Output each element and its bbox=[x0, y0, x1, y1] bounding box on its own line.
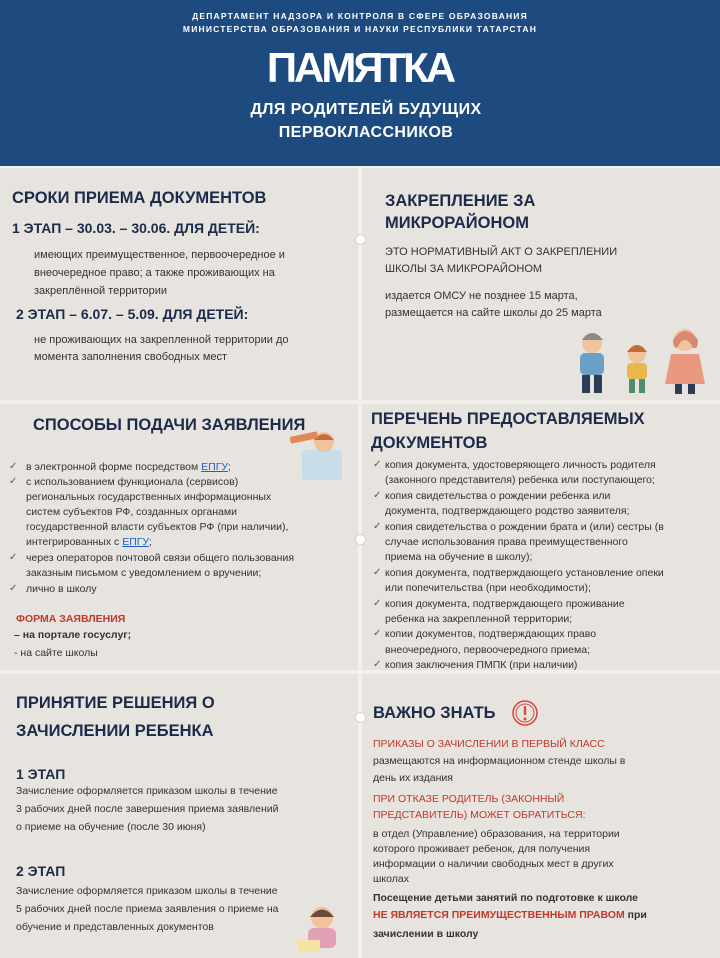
documents-heading-line-1: ПЕРЕЧЕНЬ ПРЕДОСТАВЛЯЕМЫХ bbox=[371, 410, 645, 428]
important-heading: ВАЖНО ЗНАТЬ bbox=[373, 704, 496, 722]
terms-stage1-line: внеочередное право; а также проживающих на bbox=[34, 267, 275, 279]
divider-dot bbox=[355, 534, 366, 545]
check-icon: ✓ bbox=[373, 459, 382, 470]
refusal-text-line: школах bbox=[373, 873, 409, 885]
check-icon: ✓ bbox=[9, 552, 18, 563]
document-item-line: копия свидетельства о рождении ребенка или bbox=[385, 489, 611, 502]
form-line-site: - на сайте школы bbox=[14, 647, 98, 659]
child-telescope-illustration bbox=[288, 426, 350, 484]
document-item-line: (законного представителя) ребенка или поступающего; bbox=[385, 474, 655, 487]
document-item-line: копия документа, подтверждающего установление опеки bbox=[385, 566, 664, 579]
header-banner bbox=[0, 0, 720, 166]
submission-item-3: заказным письмом с уведомлением о вручении; bbox=[26, 567, 262, 579]
decision-heading-line-1: ПРИНЯТИЕ РЕШЕНИЯ О bbox=[16, 694, 215, 712]
epgu-link[interactable]: ЕПГУ bbox=[122, 536, 149, 548]
panel-documents bbox=[362, 404, 720, 670]
document-item-line: или попечительства (при необходимости); bbox=[385, 582, 591, 595]
district-heading-line-2: МИКРОРАЙОНОМ bbox=[385, 214, 529, 232]
decision-stage1-title: 1 ЭТАП bbox=[16, 766, 66, 782]
check-icon: ✓ bbox=[9, 583, 18, 594]
child-reading-illustration bbox=[292, 902, 350, 954]
check-icon: ✓ bbox=[373, 597, 382, 609]
decision-stage1-line: Зачисление оформляется приказом школы в течение bbox=[16, 785, 278, 797]
divider-dot bbox=[355, 712, 366, 723]
refusal-text-line: в отдел (Управление) образования, на территории bbox=[373, 828, 620, 840]
decision-stage1-line: 3 рабочих дней после завершения приема заявлений bbox=[16, 803, 279, 815]
district-issue-line: размещается на сайте школы до 25 марта bbox=[385, 307, 602, 319]
decision-stage2-title: 2 ЭТАП bbox=[16, 863, 66, 879]
subtitle-line-2: ПЕРВОКЛАССНИКОВ bbox=[278, 124, 454, 141]
submission-item-2: государственной власти субъектов РФ (при наличии), bbox=[26, 521, 289, 533]
document-item-line: копии документов, подтверждающих право bbox=[385, 628, 597, 641]
decision-stage2-line: обучение и представленных документов bbox=[16, 921, 214, 933]
decision-stage2-line: Зачисление оформляется приказом школы в течение bbox=[16, 885, 278, 897]
prep-line-3: зачислении в школу bbox=[373, 928, 479, 940]
terms-heading: СРОКИ ПРИЕМА ДОКУМЕНТОВ bbox=[12, 189, 267, 207]
document-item-line: приема на обучение в школу); bbox=[385, 551, 533, 564]
decision-stage2-line: 5 рабочих дней после приема заявления о приеме на bbox=[16, 903, 279, 915]
document-item-line: копия свидетельства о рождении брата и (или) сестры (в bbox=[385, 520, 664, 533]
check-icon: ✓ bbox=[373, 659, 382, 671]
orders-title: ПРИКАЗЫ О ЗАЧИСЛЕНИИ В ПЕРВЫЙ КЛАСС bbox=[373, 738, 605, 750]
district-act-line: ШКОЛЫ ЗА МИКРОРАЙОНОМ bbox=[385, 263, 543, 275]
check-icon: ✓ bbox=[9, 476, 18, 487]
district-issue-line: издается ОМСУ не позднее 15 марта, bbox=[385, 290, 578, 302]
prep-line-2: НЕ ЯВЛЯЕТСЯ ПРЕИМУЩЕСТВЕННЫМ ПРАВОМ при bbox=[373, 909, 647, 921]
warning-icon bbox=[510, 698, 540, 728]
check-icon: ✓ bbox=[373, 566, 382, 578]
district-act-line: ЭТО НОРМАТИВНЫЙ АКТ О ЗАКРЕПЛЕНИИ bbox=[385, 246, 618, 258]
epgu-link[interactable]: ЕПГУ bbox=[201, 461, 228, 473]
submission-item-2: интегрированных с ЕПГУ; bbox=[26, 536, 152, 548]
submission-item-3: через операторов почтовой связи общего пользования bbox=[26, 552, 295, 564]
page-title: ПАМЯТКА bbox=[266, 44, 454, 91]
check-icon: ✓ bbox=[373, 489, 382, 501]
panel-terms bbox=[0, 168, 358, 400]
submission-item-2: с использованием функционала (сервисов) bbox=[26, 476, 239, 488]
terms-stage1-line: закреплённой территории bbox=[34, 285, 168, 297]
orders-line: размещаются на информационном стенде школы в bbox=[373, 755, 626, 767]
document-item-line: случае использования права преимущественного bbox=[385, 536, 628, 548]
document-item-line: копия документа, подтверждающего проживание bbox=[385, 597, 625, 610]
family-illustration bbox=[567, 318, 717, 398]
orders-line: день их издания bbox=[373, 772, 453, 784]
panel-submission bbox=[0, 404, 358, 670]
department-line-1: ДЕПАРТАМЕНТ НАДЗОРА И КОНТРОЛЯ В СФЕРЕ ОБРАЗОВАНИЯ bbox=[192, 11, 528, 21]
district-heading-line-1: ЗАКРЕПЛЕНИЕ ЗА bbox=[385, 192, 536, 210]
refusal-text-line: информации о наличии свободных мест в других bbox=[373, 858, 614, 870]
panel-important bbox=[362, 674, 720, 958]
document-item-line: копия документа, удостоверяющего личность родителя bbox=[385, 459, 656, 471]
terms-stage2-title: 2 ЭТАП – 6.07. – 5.09. ДЛЯ ДЕТЕЙ: bbox=[16, 306, 249, 322]
terms-stage2-line: не проживающих на закрепленной территории до bbox=[34, 334, 289, 346]
divider-dot bbox=[355, 234, 366, 245]
submission-heading: СПОСОБЫ ПОДАЧИ ЗАЯВЛЕНИЯ bbox=[33, 416, 306, 434]
terms-stage1-title: 1 ЭТАП – 30.03. – 30.06. ДЛЯ ДЕТЕЙ: bbox=[12, 220, 260, 236]
document-item-line: документа, подтверждающего родство заявителя; bbox=[385, 505, 630, 518]
decision-heading-line-2: ЗАЧИСЛЕНИИ РЕБЕНКА bbox=[16, 722, 214, 740]
panel-district bbox=[362, 168, 720, 400]
check-icon: ✓ bbox=[373, 628, 382, 640]
subtitle-line-1: ДЛЯ РОДИТЕЛЕЙ БУДУЩИХ bbox=[250, 101, 482, 118]
department-line-2: МИНИСТЕРСТВА ОБРАЗОВАНИЯ И НАУКИ РЕСПУБЛИКИ ТАТАРСТАН bbox=[182, 24, 538, 34]
document-item-line: ребенка на закрепленной территории; bbox=[385, 613, 573, 625]
document-item-line: копия заключения ПМПК (при наличии) bbox=[385, 659, 578, 672]
submission-item-2: региональных государственных информационных bbox=[26, 491, 272, 503]
terms-stage1-line: имеющих преимущественное, первоочередное и bbox=[34, 249, 285, 261]
form-title: ФОРМА ЗАЯВЛЕНИЯ bbox=[16, 613, 126, 625]
submission-item-1: в электронной форме посредством ЕПГУ; bbox=[26, 461, 231, 473]
refusal-line: ПРИ ОТКАЗЕ РОДИТЕЛЬ (ЗАКОННЫЙ bbox=[373, 793, 565, 805]
check-icon: ✓ bbox=[9, 461, 18, 472]
refusal-line: ПРЕДСТАВИТЕЛЬ) МОЖЕТ ОБРАТИТЬСЯ: bbox=[373, 809, 586, 821]
submission-item-2: систем субъектов РФ, созданных органами bbox=[26, 506, 237, 518]
form-line-portal: – на портале госуслуг; bbox=[14, 629, 132, 641]
panel-decision bbox=[0, 674, 358, 958]
check-icon: ✓ bbox=[373, 520, 382, 532]
terms-stage2-line: момента заполнения свободных мест bbox=[34, 351, 228, 363]
prep-line-1: Посещение детьми занятий по подготовке к школе bbox=[373, 892, 639, 904]
documents-heading-line-2: ДОКУМЕНТОВ bbox=[371, 434, 488, 452]
submission-item-4: лично в школу bbox=[26, 583, 97, 595]
decision-stage1-line: о приеме на обучение (после 30 июня) bbox=[16, 821, 206, 833]
refusal-text-line: которого проживает ребенок, для получения bbox=[373, 843, 591, 855]
document-item-line: внеочередного, первоочередного приема; bbox=[385, 643, 590, 656]
